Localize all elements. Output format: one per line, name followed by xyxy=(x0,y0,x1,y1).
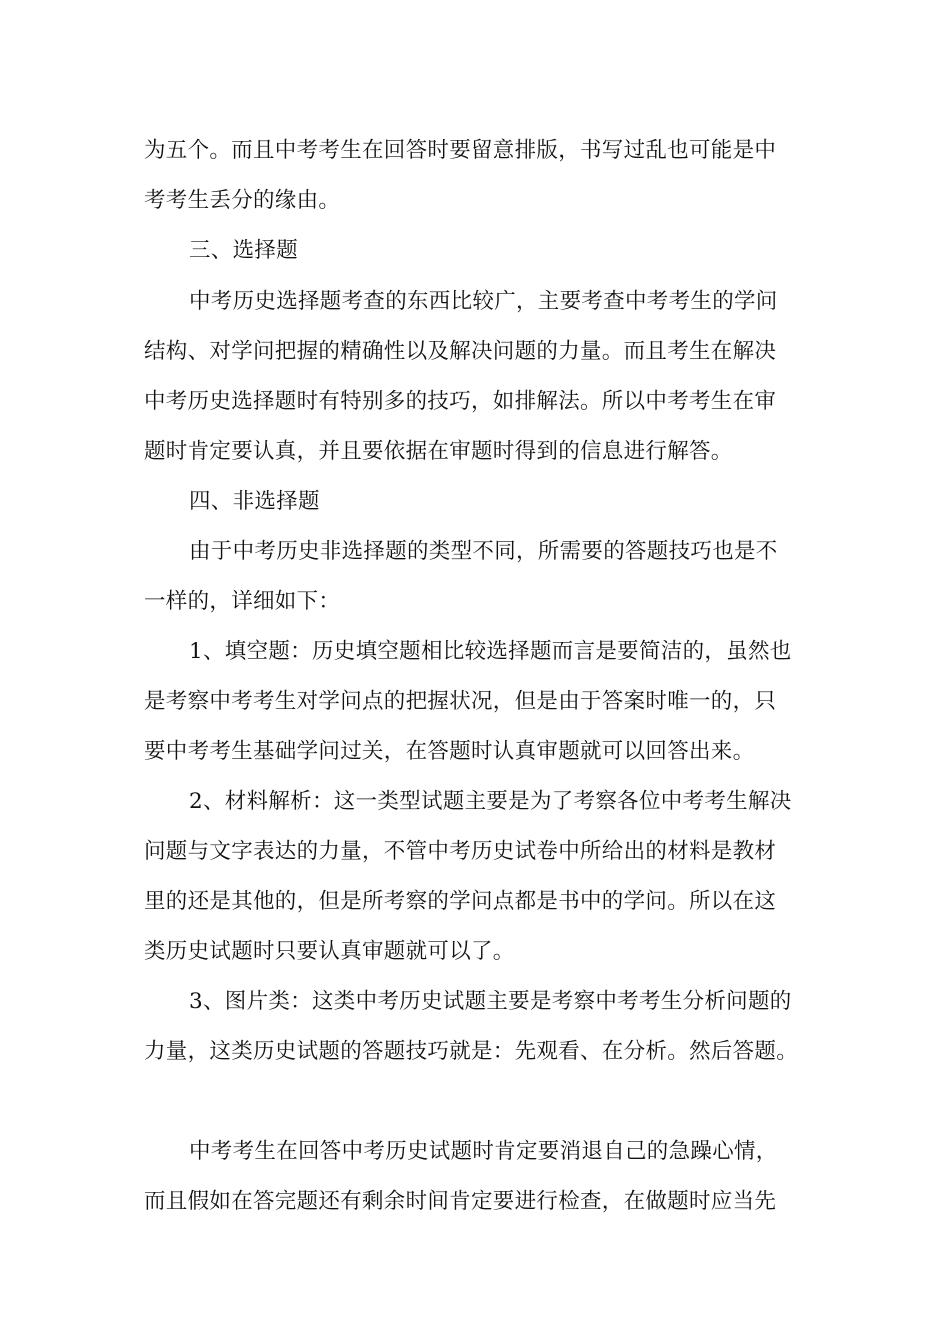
text-line: 类历史试题时只要认真审题就可以了。 xyxy=(144,939,515,964)
text-line: 问题与文字表达的力量，不管中考历史试卷中所给出的材料是教材 xyxy=(144,839,777,864)
text-line: 力量，这类历史试题的答题技巧就是：先观看、在分析。然后答题。 xyxy=(144,1039,799,1064)
text-line: 由于中考历史非选择题的类型不同，所需要的答题技巧也是不 xyxy=(189,539,778,564)
list-item: 3、图片类：这类中考历史试题主要是考察中考考生分析问题的 xyxy=(189,989,792,1014)
text-line: 而且假如在答完题还有剩余时间肯定要进行检查，在做题时应当先 xyxy=(144,1189,777,1214)
text-line: 是考察中考考生对学问点的把握状况，但是由于答案时唯一的，只 xyxy=(144,689,777,714)
section-heading: 四、非选择题 xyxy=(189,489,320,514)
text-line: 一样的，详细如下： xyxy=(144,589,341,614)
text-line: 结构、对学问把握的精确性以及解决问题的力量。而且考生在解决 xyxy=(144,339,777,364)
text-line: 中考考生在回答中考历史试题时肯定要消退自己的急躁心情， xyxy=(189,1139,778,1164)
text-line: 考考生丢分的缘由。 xyxy=(144,188,341,213)
list-item: 2、材料解析：这一类型试题主要是为了考察各位中考考生解决 xyxy=(189,789,792,814)
text-line: 里的还是其他的，但是所考察的学问点都是书中的学问。所以在这 xyxy=(144,889,777,914)
text-line: 要中考考生基础学问过关，在答题时认真审题就可以回答出来。 xyxy=(144,739,755,764)
section-heading: 三、选择题 xyxy=(189,238,299,263)
list-item: 1、填空题：历史填空题相比较选择题而言是要简洁的，虽然也 xyxy=(189,639,792,664)
text-line: 中考历史选择题时有特别多的技巧，如排解法。所以中考考生在审 xyxy=(144,389,777,414)
text-line: 为五个。而且中考考生在回答时要留意排版，书写过乱也可能是中 xyxy=(144,138,777,163)
text-line: 题时肯定要认真，并且要依据在审题时得到的信息进行解答。 xyxy=(144,439,733,464)
text-line: 中考历史选择题考查的东西比较广，主要考查中考考生的学问 xyxy=(189,289,778,314)
